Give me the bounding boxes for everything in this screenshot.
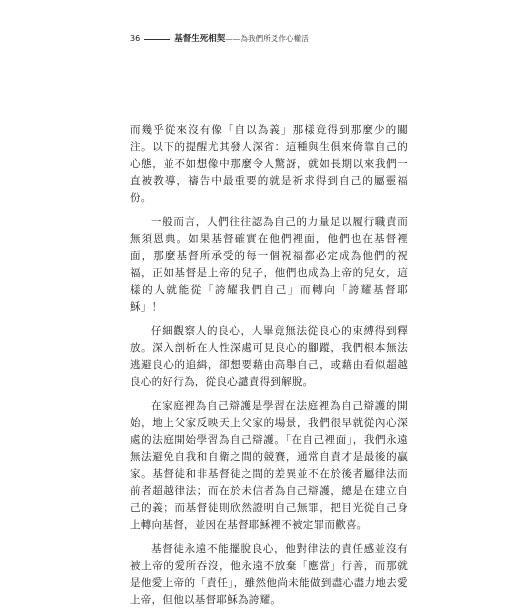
book-title: 基督生死相契 xyxy=(174,34,226,44)
body-text xyxy=(130,122,408,616)
running-header xyxy=(130,32,430,46)
paragraph: 仔細觀察人的良心，人畢竟無法從良心的束縛得到釋放。深入剖析在人性深處可見良心的腳蹤，我們根本無法逃避良心的追緝，卻想要藉由高舉自己，或藉由看似超越良心的好行為，從良心譴責得到解脫。 xyxy=(130,325,408,388)
header-rule xyxy=(144,39,170,40)
book-subtitle: ——為我們所爻作心權活 xyxy=(225,34,309,43)
paragraph: 一般而言，人們往往認為自己的力量足以履行職責而無須恩典。如果基督確實在他們裡面，他們也在基督裡面，那麼基督所承受的每一個祝福都必定成為他們的祝福，正如基督是上帝的兒子，他們也成為上帝的兒女，這樣的人就能從「誇耀我們自己」而轉向「誇耀基督耶穌」！ xyxy=(130,216,408,313)
paragraph: 在家庭裡為自己辯護是學習在法庭裡為自己辯護的開始，地上父家反映天上父家的場景，我們很早就從內心深處的法庭開始學習為自己辯護。「在自己裡面」，我們永遠無法避免自我和自衛之間的競賽，通常自責才是最後的贏家。基督徒和非基督徒之間的差異並不在於後者屬律法而前者超越律法；而在於未信者為自己辯護，總是在建立自己的義；而基督徒則欣然證明自己無罪，把目光從自己身上轉向基督，並因在基督耶穌裡不被定罪而歡喜。 xyxy=(130,400,408,531)
page-number: 36 xyxy=(130,34,141,43)
paragraph: 而幾乎從來沒有像「自以為義」那樣竟得到那麼少的關注。以下的提醒尤其發人深省：這種與生俱來倚靠自己的心態，並不如想像中那麼令人驚訝，就如長期以來我們一直被教導，禱告中最重要的就是祈求得到自己的屬靈福份。 xyxy=(130,124,408,204)
paragraph: 基督徒永遠不能擺脫良心，他對律法的責任感並沒有被上帝的愛所吞沒，他永遠不放棄「應當」行善，而那就是他愛上帝的「責任」，雖然他尚未能做到盡心盡力地去愛上帝，但他以基督耶穌為誇耀。 xyxy=(130,543,408,606)
